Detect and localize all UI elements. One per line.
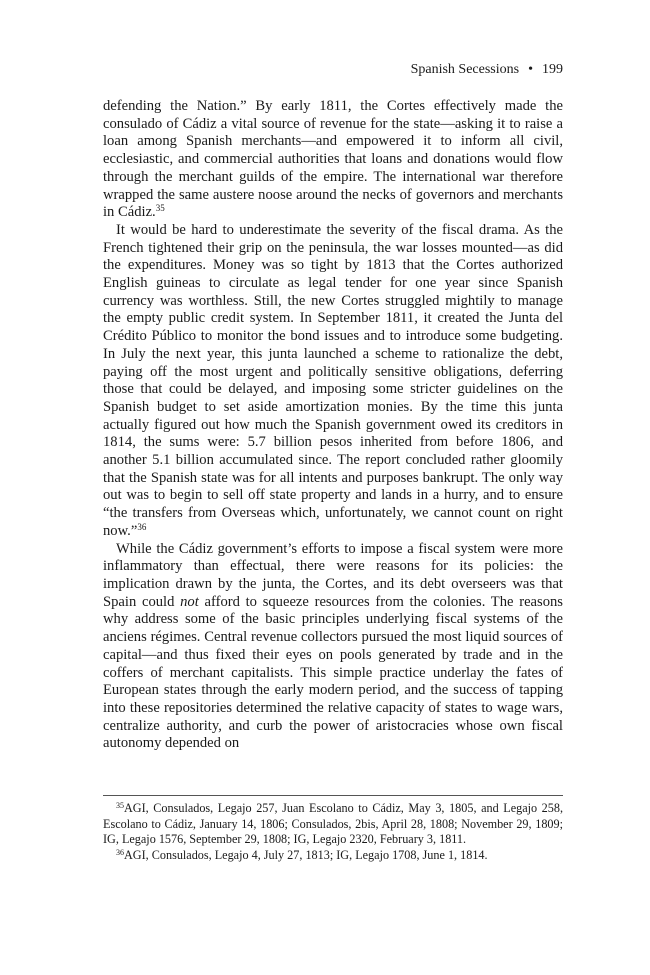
footnote-35-text: AGI, Consulados, Legajo 257, Juan Escolano to Cádiz, May 3, 1805, and Legajo 258, Escolano to Cádiz, January 14, 1806; Consulados, 2bis, April 28, 1808; November 29, 1809; IG, Legajo 1576, September 29, 1808; IG, Legajo 2320, February 3, 1811. xyxy=(103,801,563,847)
emphasis-not: not xyxy=(180,593,199,610)
footnote-36-text: AGI, Consulados, Legajo 4, July 27, 1813; IG, Legajo 1708, June 1, 1814. xyxy=(124,847,488,862)
footnote-number-35: 35 xyxy=(116,801,124,810)
paragraph-2 xyxy=(103,222,563,541)
paragraph-3-text-b: afford to squeeze resources from the colonies. The reasons why address some of the basic principles underlying fiscal systems of the anciens régimes. Central revenue collectors pursued the most liquid sources of capital—and thus fixed their eyes on pools generated by trade and in the coffers of merchant capitalists. This simple practice underlay the fates of European states through the early modern period, and the success of tapping into these repositories determined the relative capacity of states to wage wars, centralize authority, and curb the power of aristocracies whose own fiscal autonomy depended on xyxy=(103,593,563,752)
footnote-36 xyxy=(103,848,563,864)
body-text xyxy=(103,98,563,753)
running-head-title: Spanish Secessions xyxy=(410,62,520,77)
paragraph-1-text: defending the Nation.” By early 1811, the Cortes effectively made the consulado of Cádiz a vital source of revenue for the state—asking it to raise a loan among Spanish merchants—and empowered it to inform all civil, ecclesiastic, and commercial authorities that loans and donations would flow through the merchant guilds of the empire. The international war therefore wrapped the same austere noose around the necks of governors and merchants in Cádiz. xyxy=(103,98,563,221)
paragraph-3 xyxy=(103,541,563,753)
footnotes xyxy=(103,801,563,863)
running-head-bullet: • xyxy=(528,62,533,77)
paragraph-1 xyxy=(103,98,563,222)
footnote-number-36: 36 xyxy=(116,847,124,857)
paragraph-3-text-a: While the Cádiz government’s efforts to impose a fiscal system were more inflammatory than effectual, there were reasons for its policies: the implication drawn by the junta, the Cortes, and its debt overseers was that Spain could xyxy=(103,540,563,610)
footnote-ref-36[interactable]: 36 xyxy=(137,521,147,532)
running-head xyxy=(411,62,563,78)
footnote-ref-35[interactable]: 35 xyxy=(155,203,165,214)
footnote-35 xyxy=(103,801,563,848)
paragraph-2-text: It would be hard to underestimate the severity of the fiscal drama. As the French tightened their grip on the peninsula, the war losses mounted—as did the expenditures. Money was so tight by 1813 that the Cortes authorized English guineas to circulate as legal tender for one year since Spanish currency was worthless. Still, the new Cortes struggled mightily to manage the empty public credit system. In September 1811, it created the Junta del Crédito Público to monitor the bond issues and to introduce some budgeting. In July the next year, this junta launched a scheme to rationalize the debt, paying off the most urgent and politically sensitive obligations, deferring those that could be delayed, and imposing some stricter guidelines on the Spanish budget to set aside amortization monies. By the time this junta actually figured out how much the Spanish government owed its creditors in 1814, the sums were: 5.7 billion pesos inherited from before 1806, and another 5.1 billion accumulated since. The report concluded rather gloomily that the Spanish state was for all intents and purposes bankrupt. The only way out was to begin to sell off state property and lands in a hurry, and to ensure “the transfers from Overseas which, unfortunately, we cannot count on right now.” xyxy=(103,221,563,539)
page-number: 199 xyxy=(542,62,563,77)
footnote-divider xyxy=(103,795,563,796)
